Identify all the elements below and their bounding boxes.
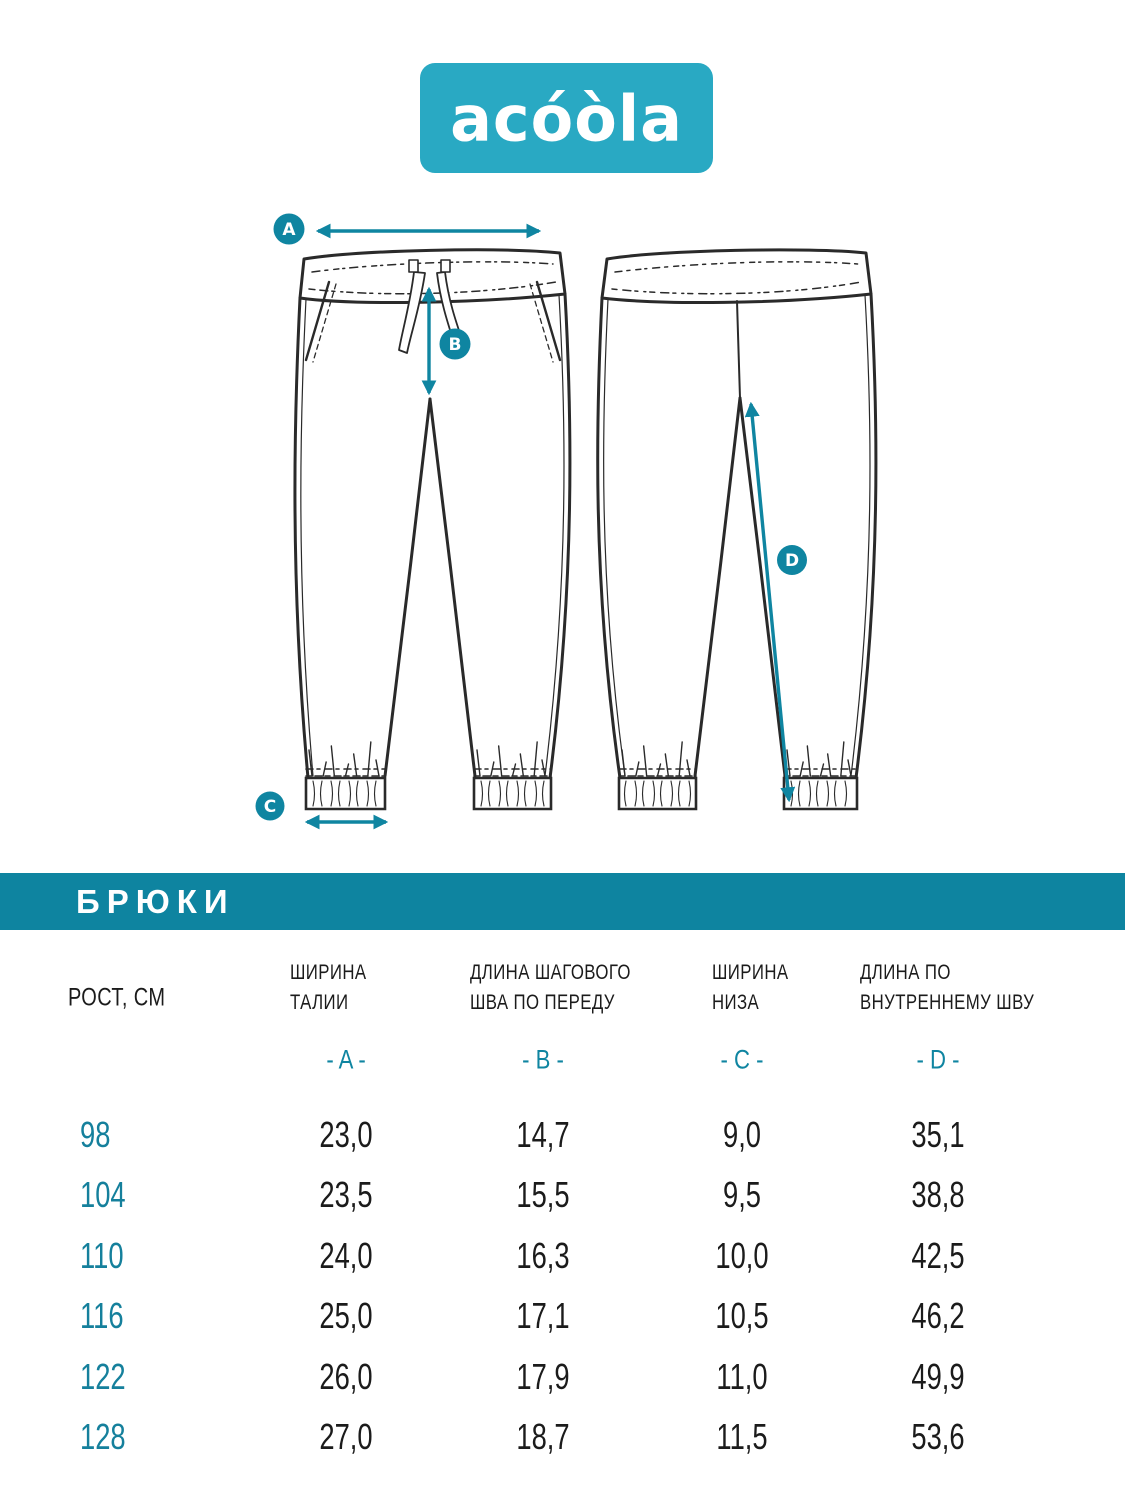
value-cell: 46,2 — [911, 1295, 965, 1337]
value-cell: 10,5 — [715, 1295, 769, 1337]
size-cell: 116 — [80, 1295, 124, 1337]
badge-a-label: A — [282, 220, 296, 240]
value-cell: 35,1 — [911, 1114, 965, 1155]
value-cell: 16,3 — [516, 1234, 570, 1276]
column-header-line1: ДЛИНА ПО — [860, 961, 951, 984]
value-cell: 53,6 — [911, 1416, 965, 1457]
column-header — [712, 958, 789, 1018]
value-cell: 11,0 — [716, 1355, 768, 1397]
value-cell: 25,0 — [319, 1295, 373, 1337]
value-cell: 23,0 — [319, 1114, 373, 1155]
value-cell: 42,5 — [911, 1234, 965, 1276]
column-header-line2: ТАЛИИ — [290, 991, 349, 1014]
column-header-line1: ДЛИНА ШАГОВОГО — [470, 961, 631, 984]
value-cell: 14,7 — [516, 1114, 570, 1155]
badge-b-label: B — [448, 335, 462, 355]
column-header-line2: ШВА ПО ПЕРЕДУ — [470, 991, 615, 1014]
value-cell: 27,0 — [319, 1416, 373, 1457]
pants-technical-drawing — [230, 195, 920, 845]
size-cell: 128 — [80, 1416, 126, 1457]
value-cell: 17,9 — [516, 1355, 570, 1397]
measurement-badges — [256, 214, 808, 821]
size-cell: 122 — [80, 1355, 126, 1397]
value-cell: 49,9 — [911, 1355, 965, 1397]
size-cell: 110 — [80, 1234, 124, 1276]
value-cell: 17,1 — [516, 1295, 570, 1337]
row-header: РОСТ, СМ — [68, 983, 166, 1012]
size-cell: 104 — [80, 1174, 126, 1216]
column-header-line1: ШИРИНА — [712, 961, 789, 984]
category-banner — [0, 873, 1125, 930]
value-cell: 9,5 — [722, 1174, 762, 1216]
pants-back-view — [598, 250, 876, 778]
value-cell: 11,5 — [716, 1416, 768, 1457]
arrow-d-inseam — [751, 404, 789, 800]
size-cell: 98 — [80, 1114, 111, 1155]
value-cell: 18,7 — [516, 1416, 570, 1457]
value-cell: 38,8 — [911, 1174, 965, 1216]
size-table — [0, 930, 1125, 1500]
column-letter: - D - — [916, 1044, 960, 1075]
column-header-line1: ШИРИНА — [290, 961, 367, 984]
value-cell: 23,5 — [319, 1174, 373, 1216]
badge-d-label: D — [784, 551, 800, 571]
value-cell: 10,0 — [715, 1234, 769, 1276]
value-cell: 24,0 — [319, 1234, 373, 1276]
column-letter: - A - — [326, 1044, 366, 1075]
column-header-line2: НИЗА — [712, 991, 760, 1014]
value-cell: 9,0 — [722, 1114, 762, 1155]
column-header — [860, 958, 1034, 1018]
value-cell: 26,0 — [319, 1355, 373, 1397]
brand-logo-text: acóòla — [450, 80, 683, 156]
badge-c-label: C — [263, 797, 277, 817]
column-header-line2: ВНУТРЕННЕМУ ШВУ — [860, 991, 1035, 1014]
brand-logo — [420, 63, 713, 173]
value-cell: 15,5 — [516, 1174, 570, 1216]
column-header — [290, 958, 367, 1018]
back-center-seam — [737, 301, 740, 398]
category-title: БРЮКИ — [76, 882, 235, 920]
column-letter: - B - — [522, 1044, 564, 1075]
column-letter: - C - — [720, 1044, 764, 1075]
column-header — [470, 958, 631, 1018]
pants-front-view — [295, 250, 570, 778]
